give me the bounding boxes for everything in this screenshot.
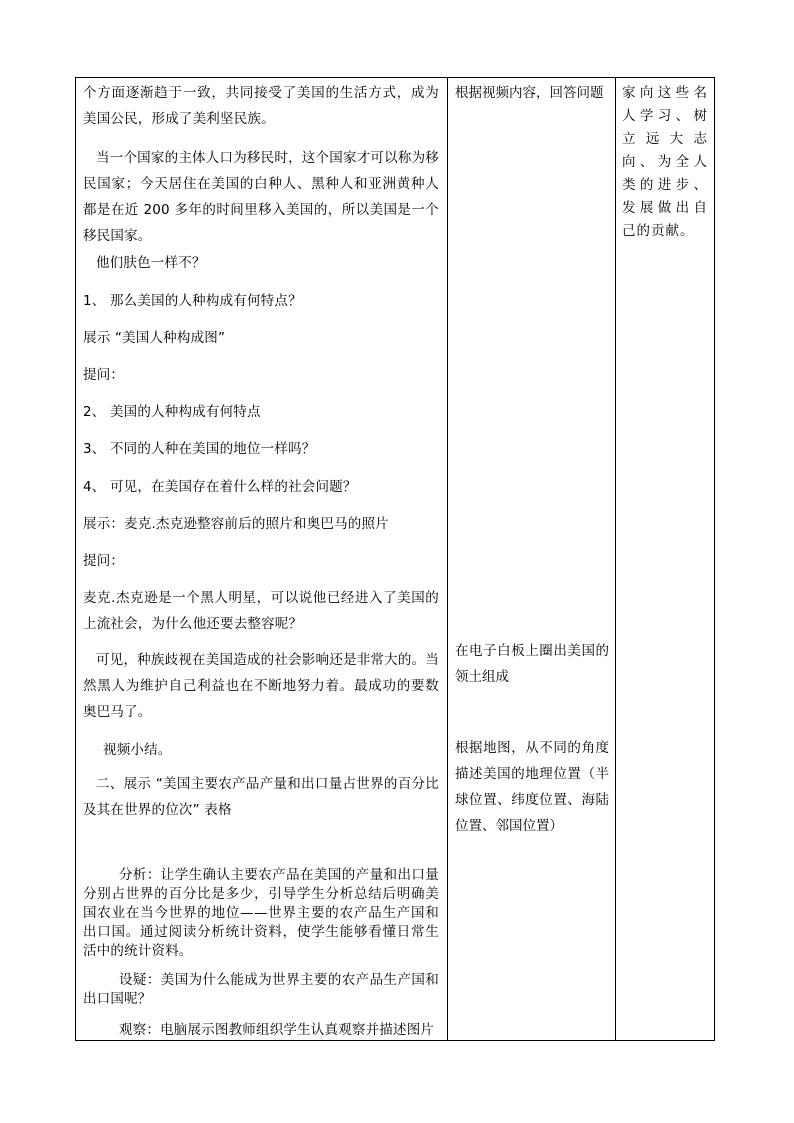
paragraph: 视频小结。 [103, 742, 172, 758]
paragraph: 个方面逐渐趋于一致，共同接受了美国的生活方式，成为美国公民，形成了美利坚民族。 [83, 85, 439, 127]
paragraph: 可见，种族歧视在美国造成的社会影响还是非常大的。当然黑人为维护自己利益也在不断地努力着。最成功的要数奥巴马了。 [83, 652, 439, 720]
paragraph: 3、 不同的人种在美国的地位一样吗？ [83, 441, 316, 457]
paragraph: 展示 “美国人种构成图” [83, 330, 226, 346]
paragraph: 4、 可见，在美国存在着什么样的社会问题？ [83, 479, 357, 495]
paragraph: 根据地图，从不同的角度描述美国的地理位置（半球位置、纬度位置、海陆位置、邻国位置） [455, 740, 609, 834]
paragraph: 家向这些名人学习、树立远大志向、为全人类的进步、发展做出自己的贡献。 [622, 85, 708, 239]
student-activity-cell [448, 78, 616, 1041]
paragraph: 他们肤色一样不？ [96, 255, 206, 271]
paragraph: 提问： [83, 553, 125, 569]
paragraph: 展示：麦克.杰克逊整容前后的照片和奥巴马的照片 [83, 516, 389, 532]
teacher-activity-cell [76, 78, 448, 1041]
lesson-plan-table [75, 77, 715, 1041]
paragraph: 分析：让学生确认主要农产品在美国的产量和出口量分别占世界的百分比是多少，引导学生分析总结后明确美国农业在当今世界的地位——世界主要的农产品生产国和出口国。通过阅读分析统计资料，使学生能够看懂日常生活中的统计资料。 [83, 867, 439, 959]
paragraph: 2、 美国的人种构成有何特点 [83, 404, 261, 420]
paragraph: 提问： [83, 367, 125, 383]
design-intent-cell [616, 78, 715, 1041]
paragraph: 当一个国家的主体人口为移民时，这个国家才可以称为移民国家；今天居住在美国的白种人、黑种人和亚洲黄种人都是在近 200 多年的时间里移入美国的，所以美国是一个移民国家。 [83, 150, 439, 244]
paragraph: 麦克.杰克逊是一个黑人明星，可以说他已经进入了美国的上流社会，为什么他还要去整容呢？ [83, 590, 439, 632]
paragraph: 观察：电脑展示图教师组织学生认真观察并描述图片 [119, 1022, 435, 1038]
paragraph: 设疑：美国为什么能成为世界主要的农产品生产国和出口国呢？ [83, 972, 439, 1007]
table-row [76, 78, 715, 1041]
paragraph: 二、展示 “美国主要农产品产量和出口量占世界的百分比及其在世界的位次” 表格 [83, 776, 439, 818]
paragraph: 根据视频内容，回答问题 [455, 85, 604, 101]
paragraph: 在电子白板上圈出美国的领土组成 [455, 643, 609, 685]
paragraph: 1、 那么美国的人种构成有何特点？ [83, 293, 302, 309]
